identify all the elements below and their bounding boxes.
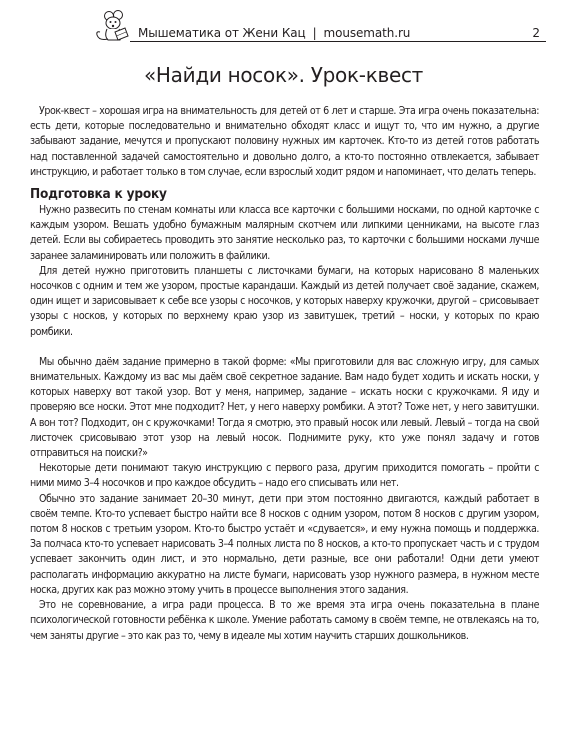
section-heading: Подготовка к уроку [30,186,167,203]
paragraph: Некоторые дети понимают такую инструкцию с первого раза, другим приходится помогать – пройти с ними мимо 3–4 носочков и про каждое обсудить – надо его списывать или нет. [30,462,539,490]
paragraph: Для детей нужно приготовить планшеты с листочками бумаги, на которых нарисовано 8 маленьких носочков с одним и тем же узором, простые карандаши. Каждый из детей получает своё задание, скажем, один ищет и зарисовывает к себе все узоры с носочков, у которых наверху кружочки, другой – срисовывает узоры с носков, у которых по верхнему краю узор из завитушек, третий – носки, у которых по краю ромбики. [30,264,539,338]
header-title [138,26,410,40]
paragraph: Мы обычно даём задание примерно в такой форме: «Мы приготовили для вас сложную игру, для самых внимательных. Каждому из вас мы даём своё секретное задание. Вам надо будет ходить и искать носки, у которых наверху вот такой узор. Вот у меня, например, задание – искать носки с кружочками. Я иду и проверяю все носки. Этот мне подходит? Нет, у него наверху ромбики. А этот? Тоже нет, у него завитушки. А вон тот? Подходит, он с кружочками! Тогда я смотрю, это правый носок или левый. Левый – тогда на свой листочек срисовываю этот узор на левый носок. Поднимите руку, кто уже понял задачу и готов отправиться на поиски?» [30,355,539,460]
mouse-with-book-icon [94,10,134,44]
site-link[interactable]: mousemath.ru [323,26,411,40]
page-title: «Найди носок». Урок-квест [143,63,424,87]
paragraph: Обычно это задание занимает 20–30 минут, дети при этом постоянно двигаются, каждый работает в своём темпе. Кто-то успевает быстро найти все 8 носков с одним узором, потом 8 носков с другим узором, потом 8 носков с третьим узором. Кто-то быстро устаёт и «сдувается», и ему нужна помощь и поддержка. За полчаса кто-то успевает нарисовать 3–4 полных листа по 8 носков, а кто-то пропускает часть и с трудом успевает закончить один лист, и это нормально, дети разные, все они работали! Одни дети умеют располагать информацию аккуратно на листе бумаги, нарисовать узор нужного размера, в нужном месте носка, других как раз можно этому учить в процессе выполнения этого задания. [30,492,539,596]
header-separator: | [312,26,317,40]
paragraph: Это не соревнование, а игра ради процесса. В то же время эта игра очень показательна в плане психологической готовности ребёнка к школе. Умение работать самому в своём темпе, не отвлекаясь на то, чем заняты другие – это как раз то, чему в идеале мы хотим научить старших дошкольников. [30,599,539,642]
brand-name: Мышематика от Жени Кац [138,26,306,40]
header-divider [130,41,546,42]
intro-paragraph: Урок-квест – хорошая игра на внимательность для детей от 6 лет и старше. Эта игра очень показательна: есть дети, которые последовательно и внимательно обходят класс и ищут то, что им нужно, а другие забывают задание, мечутся и пропускают половину нужных им карточек. Кто-то из детей готов работать над поставленной задачей самостоятельно и довольно долго, а кто-то постоянно отвлекается, забывает инструкцию, и работает только в том случае, если взрослый ходит рядом и напоминает, что делать теперь. [30,105,539,178]
article-body [30,104,539,644]
paragraph: Нужно развесить по стенам комнаты или класса все карточки с большими носками, по одной карточке с каждым узором. Вешать удобно бумажным малярным скотчем или липкими ценниками, на высоте глаз детей. Если вы собираетесь проводить это занятие несколько раз, то карточки с большими носками лучше заранее заламинировать или положить в файлики. [30,204,539,262]
page-number: 2 [532,26,540,40]
